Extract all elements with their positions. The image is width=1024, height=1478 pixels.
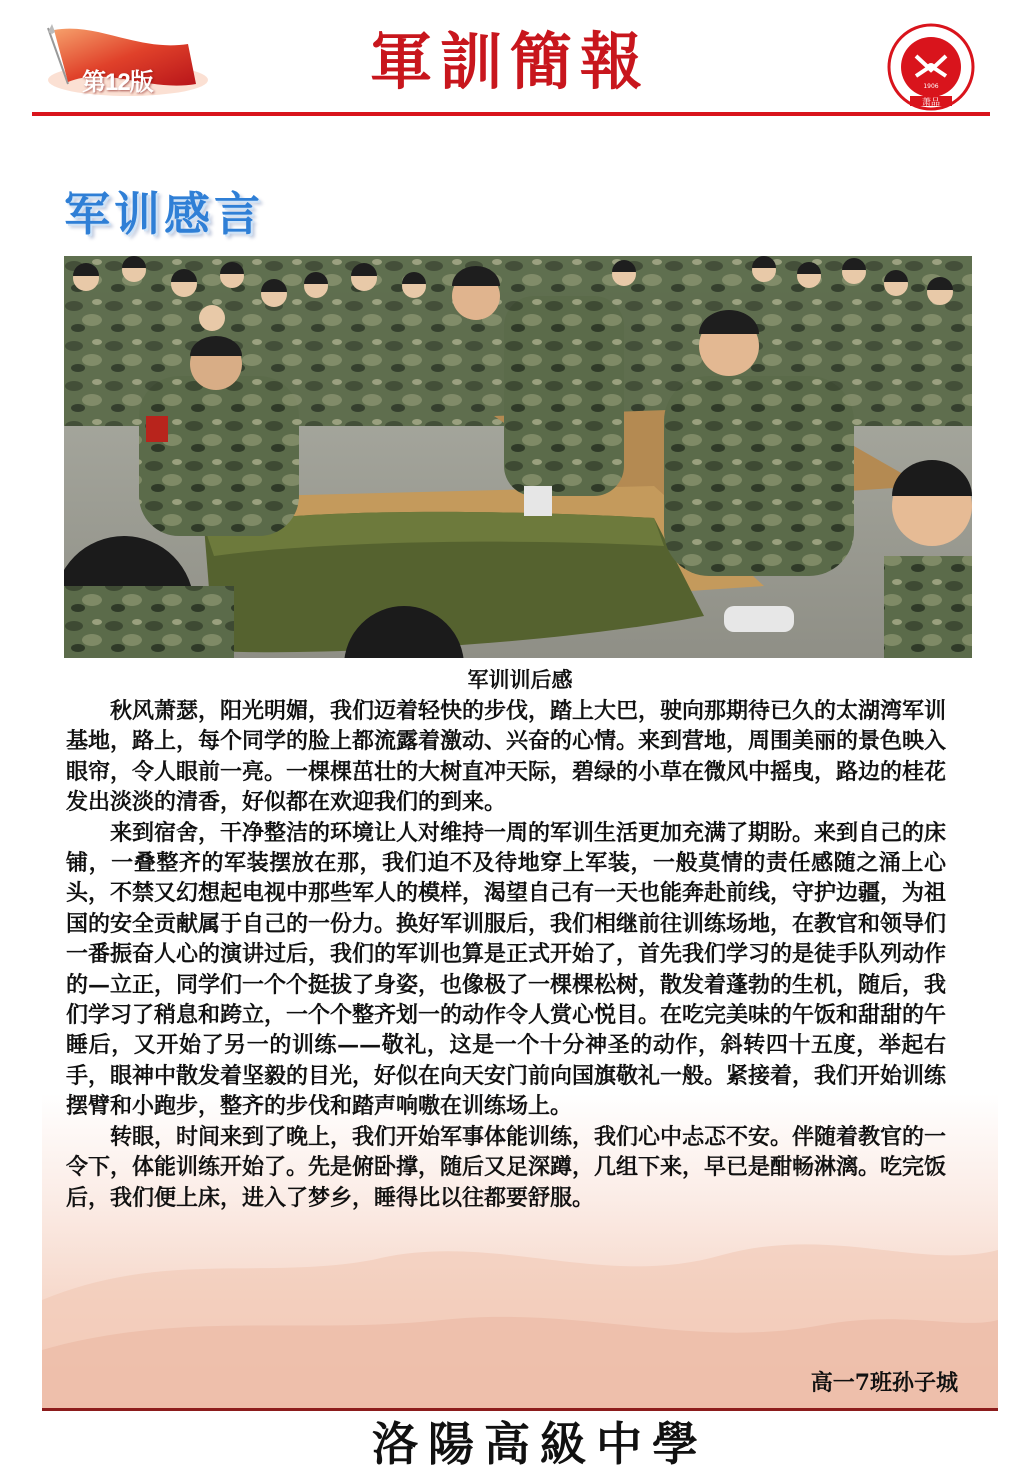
- logo-year: 1906: [923, 83, 939, 90]
- page-header: [0, 0, 1024, 120]
- training-photo: [64, 256, 972, 658]
- article-body: [66, 696, 946, 1213]
- logo-seal-text: 萧品: [921, 98, 941, 108]
- article-paragraph-3: 转眼，时间来到了晚上，我们开始军事体能训练，我们心中忐忑不安。伴随着教官的一令下，体能训练开始了。先是俯卧撑，随后又足深蹲，几组下来，早已是酣畅淋漓。吃完饭后，我们便上床，进入了梦乡，睡得比以往都要舒服。: [66, 1123, 947, 1211]
- article-byline: 高一7班孙子城: [810, 1370, 958, 1396]
- article-title: 军训训后感: [467, 667, 573, 692]
- article-paragraph-1: 秋风萧瑟，阳光明媚，我们迈着轻快的步伐，踏上大巴，驶向那期待已久的太湖湾军训基地，路上，每个同学的脸上都流露着激动、兴奋的心情。来到营地，周围美丽的景色映入眼帘，令人眼前一亮。一棵棵茁壮的大树直冲天际，碧绿的小草在微风中摇曳，路边的桂花发出淡淡的清香，好似都在欢迎我们的到来。: [66, 698, 947, 816]
- school-name: 洛陽高級中學: [372, 1417, 708, 1471]
- school-logo: [886, 22, 976, 112]
- header-divider: [32, 112, 990, 116]
- masthead-title: 軍訓簡報: [369, 25, 650, 98]
- section-title: 军训感言: [64, 187, 264, 241]
- issue-number: 第12版: [82, 69, 153, 96]
- footer-divider: [42, 1408, 998, 1411]
- photo-illustration: [64, 256, 972, 658]
- article-paragraph-2: 来到宿舍，干净整洁的环境让人对维持一周的军训生活更加充满了期盼。来到自己的床铺，一叠整齐的军装摆放在那，我们迫不及待地穿上军装，一般莫情的责任感随之涌上心头，不禁又幻想起电视中那些军人的模样，渴望自己有一天也能奔赴前线，守护边疆，为祖国的安全贡献属于自己的一份力。换好军训服后，我们相继前往训练场地，在教官和领导们一番振奋人心的演讲过后，我们的军训也算是正式开始了，首先我们学习的是徒手队列动作的—立正，同学们一个个挺拔了身姿，也像极了一棵棵松树，散发着蓬勃的生机，随后，我们学习了稍息和跨立，一个个整齐划一的动作令人赏心悦目。在吃完美味的午饭和甜甜的午睡后，又开始了另一的训练——敬礼，这是一个十分神圣的动作，斜转四十五度，举起右手，眼神中散发着坚毅的目光，好似在向天安门前向国旗敬礼一般。紧接着，我们开始训练摆臂和小跑步，整齐的步伐和踏声响嗷在训练场上。: [66, 819, 947, 1120]
